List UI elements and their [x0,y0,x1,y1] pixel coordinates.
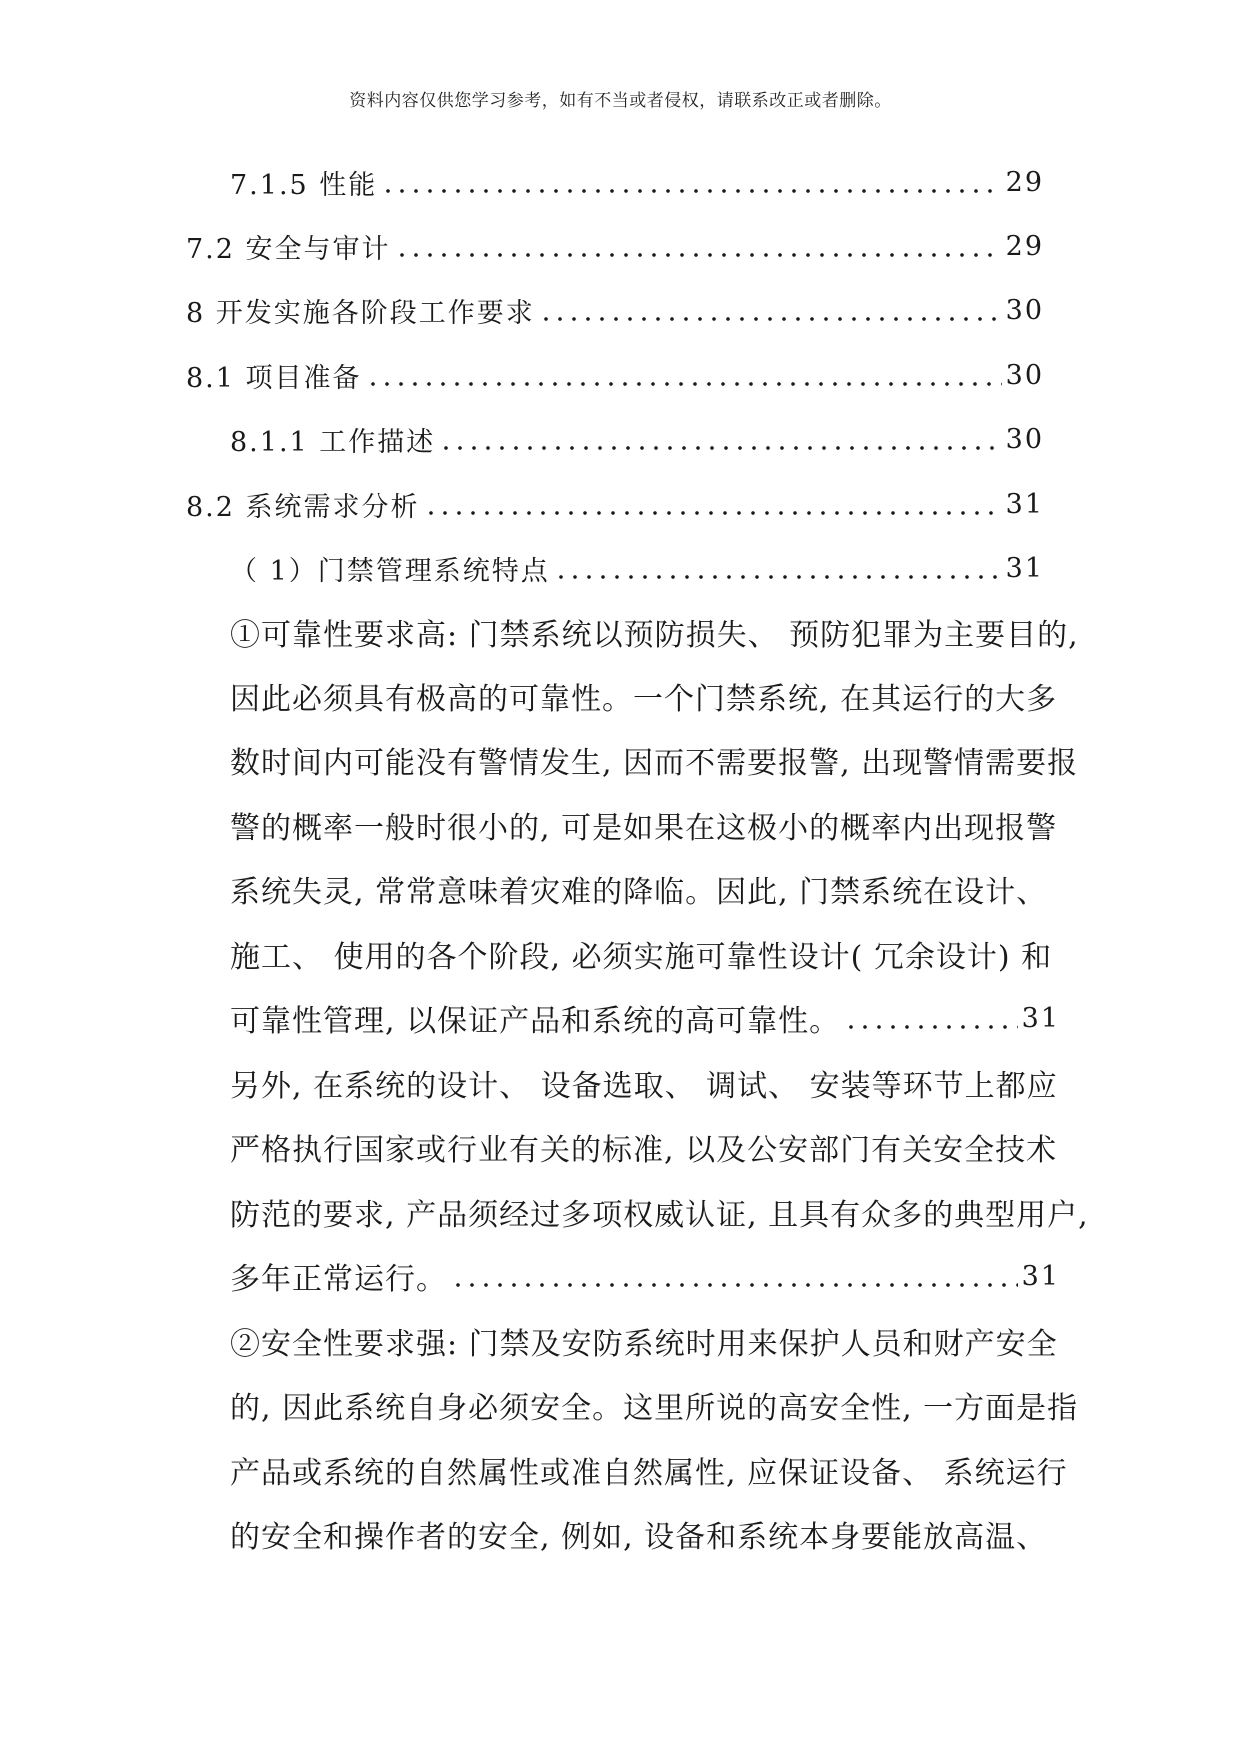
toc-leader-dots [539,317,1002,321]
body-text: 可靠性管理, 以保证产品和系统的高可靠性。 [230,1004,841,1039]
toc-entry-label: 8 开发实施各阶段工作要求 [186,297,535,329]
body-text-line [230,610,1079,654]
toc-entry-page: 29 [1005,230,1044,262]
body-text: 因此必须具有极高的可靠性。一个门禁系统, 在其运行的大多 [230,682,1058,717]
body-text-line [230,1061,1060,1105]
body-text: 的安全和操作者的安全, 例如, 设备和系统本身要能放高温、 [230,1520,1048,1555]
body-text: ①可靠性要求高: 门禁系统以预防损失、 预防犯罪为主要目的, [230,618,1079,653]
body-text-line [230,932,1060,976]
toc-leader-dots [439,446,1001,450]
toc-entry-page: 31 [1005,488,1044,520]
body-text: 严格执行国家或行业有关的标准, 以及公安部门有关安全技术 [230,1133,1058,1168]
toc-leader-dots [844,1025,1018,1029]
body-text-line [230,1125,1060,1169]
body-text: 数时间内可能没有警情发生, 因而不需要报警, 出现警情需要报 [230,746,1079,781]
toc-entry[interactable] [186,355,1044,395]
toc-leader-dots [395,253,1002,257]
body-text-line [230,1448,1068,1492]
body-text: 另外, 在系统的设计、 设备选取、 调试、 安装等环节上都应 [230,1069,1058,1104]
toc-entry-page: 31 [1005,552,1044,584]
toc-entry-label: 7.2 安全与审计 [186,233,391,265]
body-text-line [230,803,1060,847]
body-text: 的, 因此系统自身必须安全。这里所说的高安全性, 一方面是指 [230,1391,1079,1426]
toc-entry-page: 30 [1005,423,1044,455]
body-text: 防范的要求, 产品须经过多项权威认证, 且具有众多的典型用户, [230,1198,1089,1233]
body-text-line [230,1319,1060,1363]
toc-entry-page: 29 [1005,166,1044,198]
body-text-line [230,674,1060,718]
toc-entry-label: 8.2 系统需求分析 [186,491,420,523]
toc-entry-label: 8.1.1 工作描述 [230,426,436,458]
toc-entry-page: 30 [1005,359,1044,391]
body-text-line [230,867,1060,911]
toc-leader-dots [451,1283,1018,1287]
body-text: 多年正常运行。 [230,1262,447,1297]
body-text-line [230,738,1079,782]
body-text: 施工、 使用的各个阶段, 必须实施可靠性设计( 冗余设计) 和 [230,940,1053,975]
toc-entry[interactable] [230,419,1044,459]
toc-leader-dots [366,382,1002,386]
toc-entry-page: 31 [1021,1002,1060,1034]
toc-entry-label: 8.1 项目准备 [186,362,362,394]
body-text-line-with-page[interactable] [230,1254,1060,1298]
body-text-line-with-page[interactable] [230,996,1060,1040]
toc-leader-dots [554,575,1002,579]
body-text: ②安全性要求强: 门禁及安防系统时用来保护人员和财产安全 [230,1327,1058,1362]
toc-entry[interactable] [230,162,1044,202]
toc-entry-page: 31 [1021,1260,1060,1292]
toc-entry-label: （ 1）门禁管理系统特点 [230,555,550,587]
toc-entry[interactable] [186,290,1044,330]
toc-entry[interactable] [230,548,1044,588]
body-text: 产品或系统的自然属性或准自然属性, 应保证设备、 系统运行 [230,1456,1068,1491]
toc-entry-page: 30 [1005,294,1044,326]
toc-entry[interactable] [186,226,1044,266]
body-text: 警的概率一般时很小的, 可是如果在这极小的概率内出现报警 [230,811,1058,846]
body-text-line [230,1383,1079,1427]
toc-entry-label: 7.1.5 性能 [230,169,378,201]
body-text-line [230,1512,1060,1556]
toc-entry[interactable] [186,484,1044,524]
header-disclaimer: 资料内容仅供您学习参考，如有不当或者侵权，请联系改正或者删除。 [349,91,892,111]
body-text-line [230,1190,1089,1234]
toc-leader-dots [381,189,1001,193]
body-text: 系统失灵, 常常意味着灾难的降临。因此, 门禁系统在设计、 [230,875,1048,910]
toc-leader-dots [424,511,1002,515]
